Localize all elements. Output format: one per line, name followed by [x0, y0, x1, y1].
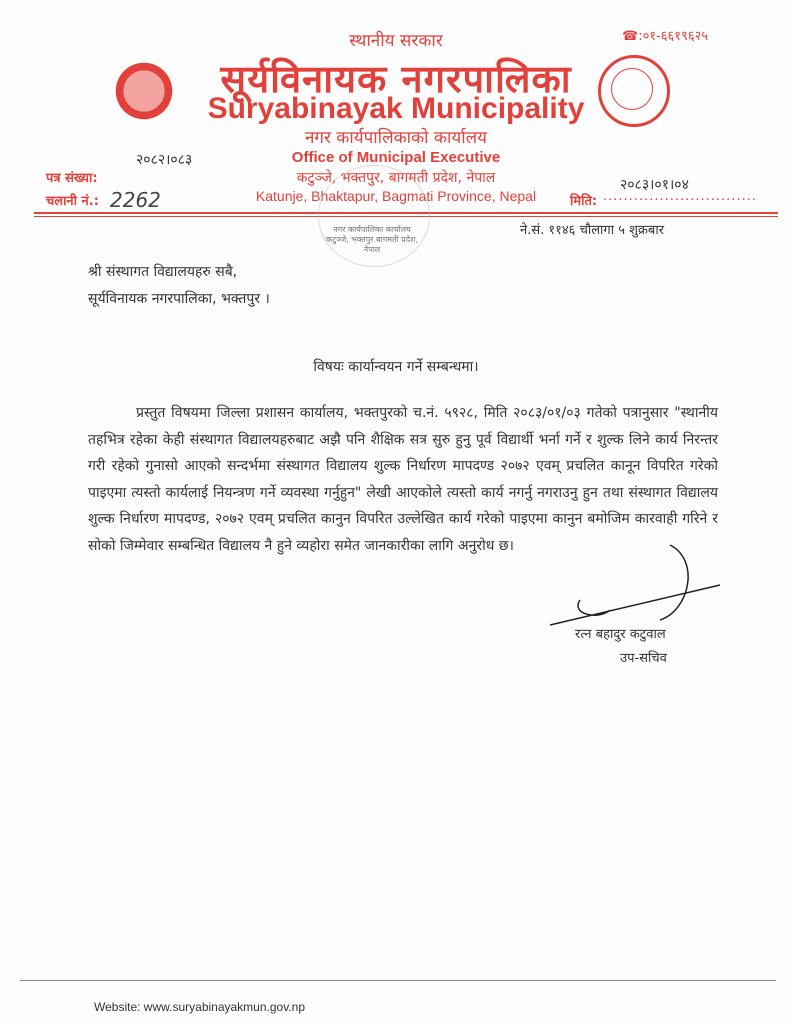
address-np: कटुञ्जे, भक्तपुर, बागमती प्रदेश, नेपाल [296, 170, 496, 186]
footer-website: Website: www.suryabinayakmun.gov.np [94, 1000, 305, 1014]
office-name-en: Office of Municipal Executive [291, 149, 501, 166]
dispatch-number: 2262 [110, 188, 161, 212]
office-name-np: नगर कार्यपालिकाको कार्यालय [304, 128, 488, 148]
dispatch-number-label: चलानी नं.: [46, 194, 99, 209]
local-government-label: स्थानीय सरकार [349, 31, 443, 51]
date-dots: .............................. [603, 189, 757, 204]
letter-number: २०८२।०८३ [136, 152, 193, 168]
address-en: Katunje, Bhaktapur, Bagmati Province, Nepal [255, 188, 537, 204]
office-stamp-text: नगर कार्यपालिका कार्यालय कटुञ्जे, भक्तपुर बागमती प्रदेश, नेपाल [326, 225, 418, 254]
signatory-title: उप-सचिव [620, 651, 667, 666]
letter-subject: विषयः कार्यान्वयन गर्ने सम्बन्धमा। [313, 359, 479, 375]
signatory-name: रत्न बहादुर कटुवाल [575, 627, 666, 642]
municipality-name-en: Suryabinayak Municipality [207, 92, 585, 125]
date-label: मिति: [570, 194, 598, 209]
recipient-line-1: श्री संस्थागत विद्यालयहरु सबै, [88, 264, 238, 280]
municipality-name-np: सूर्यविनायक नगरपालिका [220, 57, 572, 101]
nepal-sambat-date: ने.सं. ११४६ चौलागा ५ शुक्रबार [520, 223, 665, 238]
phone-number: ☎:०१-६६१९६२५ [622, 29, 709, 44]
recipient-line-2: सूर्यविनायक नगरपालिका, भक्तपुर । [88, 291, 270, 307]
letter-date: २०८३।०१।०४ [620, 177, 689, 193]
footer-divider [20, 980, 776, 981]
letter-body: प्रस्तुत विषयमा जिल्ला प्रशासन कार्यालय, भक्तपुरको च.नं. ५९२८, मिति २०८३/०१/०३ गतेको पत्रानुसार "स्थानीय तहभित्र रहेका केही संस्थागत विद्यालयहरुबाट अझै पनि शैक्षिक सत्र सुरु हुनु पूर्व विद्यार्थी भर्ना गर्ने र शुल्क लिने कार्य निरन्तर गरी रहेको गुनासो आएको सन्दर्भमा संस्थागत विद्यालय शुल्क निर्धारण मापदण्ड २०७२ एवम् प्रचलित कानून विपरित गरेको पाइएमा त्यस्तो कार्यलाई नियन्त्रण गर्ने व्यवस्था गर्नुहुन" लेखी आएकोले त्यस्तो कार्य नगर्नु नगराउनु हुन तथा संस्थागत विद्यालय शुल्क निर्धारण मापदण्ड, २०७२ एवम् प्रचलित कानुन विपरित उल्लेखित कार्य गरेको पाइएमा कानुन बमोजिम कारवाही गरिने र सोको जिम्मेवार सम्बन्धित विद्यालय नै हुने व्यहोरा समेत जानकारीका लागि अनुरोध छ। [88, 405, 718, 554]
letter-number-label: पत्र संख्या: [46, 171, 98, 186]
